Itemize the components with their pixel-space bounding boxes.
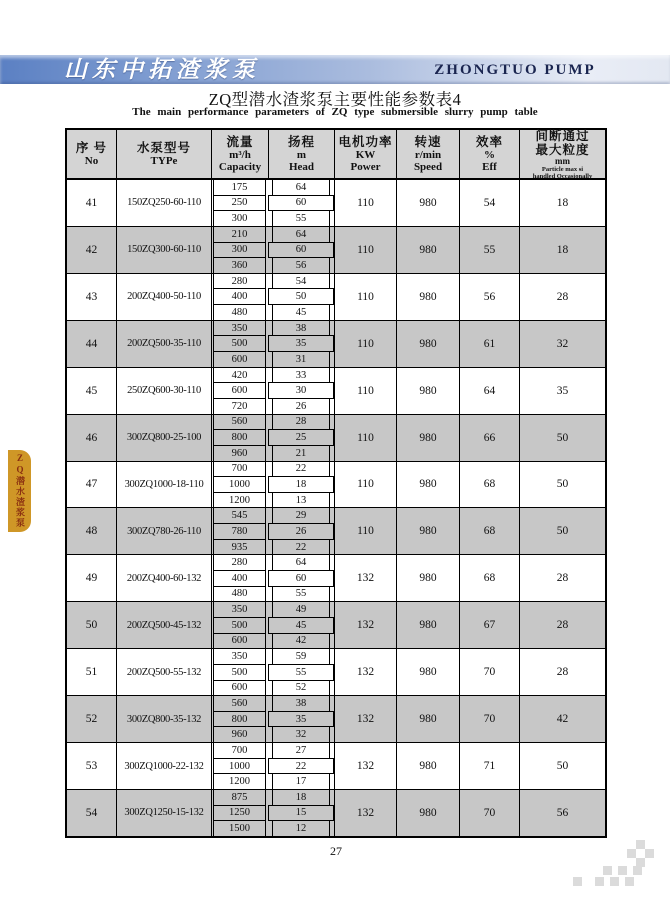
cell-eff: 68 bbox=[460, 462, 520, 508]
head-value: 27 bbox=[272, 742, 330, 759]
header-line: Capacity bbox=[218, 161, 262, 173]
cell-speed: 980 bbox=[397, 508, 460, 554]
cell-speed: 980 bbox=[397, 368, 460, 414]
head-value: 55 bbox=[272, 586, 330, 603]
cell-no: 46 bbox=[67, 415, 117, 461]
capacity-stack bbox=[213, 226, 266, 274]
capacity-value: 420 bbox=[213, 367, 266, 384]
header-line: 间断通过 bbox=[535, 128, 590, 143]
head-stack bbox=[272, 414, 330, 462]
cell-no: 42 bbox=[67, 227, 117, 273]
capacity-value: 720 bbox=[213, 398, 266, 415]
head-stack bbox=[272, 320, 330, 368]
cell-model: 150ZQ300-60-110 bbox=[117, 227, 212, 273]
cell-power: 132 bbox=[335, 649, 397, 695]
cell-model: 200ZQ400-50-110 bbox=[117, 274, 212, 320]
head-stack bbox=[272, 742, 330, 790]
header-line: TYPe bbox=[150, 154, 178, 167]
capacity-stack bbox=[213, 742, 266, 790]
table-body bbox=[67, 180, 605, 836]
capacity-stack bbox=[213, 179, 266, 227]
cell-speed: 980 bbox=[397, 743, 460, 789]
cell-power: 110 bbox=[335, 462, 397, 508]
header-line: % bbox=[484, 148, 495, 161]
cell-power: 132 bbox=[335, 602, 397, 648]
capacity-value: 280 bbox=[213, 273, 266, 290]
cell-no: 54 bbox=[67, 790, 117, 836]
cell-power: 110 bbox=[335, 415, 397, 461]
capacity-stack bbox=[213, 554, 266, 602]
capacity-value: 960 bbox=[213, 726, 266, 743]
head-value: 21 bbox=[272, 445, 330, 462]
table-header-row bbox=[67, 130, 605, 180]
capacity-value: 560 bbox=[213, 695, 266, 712]
cell-model: 300ZQ1250-15-132 bbox=[117, 790, 212, 836]
mosaic-square bbox=[633, 866, 642, 875]
cell-power: 110 bbox=[335, 180, 397, 226]
cell-model: 300ZQ780-26-110 bbox=[117, 508, 212, 554]
cell-no: 53 bbox=[67, 743, 117, 789]
capacity-value: 210 bbox=[213, 226, 266, 243]
header-line: KW bbox=[355, 148, 376, 161]
head-stack bbox=[272, 507, 330, 555]
head-value: 33 bbox=[272, 367, 330, 384]
capacity-stack bbox=[213, 367, 266, 415]
cell-model: 300ZQ1000-22-132 bbox=[117, 743, 212, 789]
table-row bbox=[67, 648, 605, 695]
table-row bbox=[67, 742, 605, 789]
cell-speed: 980 bbox=[397, 415, 460, 461]
capacity-value: 350 bbox=[213, 320, 266, 337]
cell-particle: 50 bbox=[556, 525, 569, 538]
mosaic-square bbox=[645, 849, 654, 858]
cell-model: 300ZQ1000-18-110 bbox=[117, 462, 212, 508]
head-value: 22 bbox=[272, 461, 330, 478]
column-header-no bbox=[67, 130, 117, 178]
head-stack bbox=[272, 179, 330, 227]
capacity-stack bbox=[213, 648, 266, 696]
capacity-value: 780 bbox=[213, 523, 266, 540]
column-header-power bbox=[335, 130, 397, 178]
cell-power: 110 bbox=[335, 321, 397, 367]
table-row bbox=[67, 320, 605, 367]
capacity-value: 800 bbox=[213, 429, 266, 446]
header-line: Speed bbox=[413, 161, 443, 173]
header-line: 效率 bbox=[475, 134, 503, 149]
mosaic-square bbox=[627, 849, 636, 858]
head-value: 13 bbox=[272, 492, 330, 509]
capacity-value: 400 bbox=[213, 288, 266, 305]
capacity-value: 280 bbox=[213, 554, 266, 571]
cell-speed: 980 bbox=[397, 696, 460, 742]
cell-model: 200ZQ400-60-132 bbox=[117, 555, 212, 601]
page-subtitle: The main performance parameters of ZQ type submersible slurry pump table bbox=[132, 106, 538, 118]
cell-model: 250ZQ600-30-110 bbox=[117, 368, 212, 414]
capacity-value: 1250 bbox=[213, 805, 266, 822]
capacity-value: 1000 bbox=[213, 758, 266, 775]
header-line: 流量 bbox=[226, 134, 254, 149]
head-value: 59 bbox=[272, 648, 330, 665]
capacity-value: 545 bbox=[213, 507, 266, 524]
capacity-value: 350 bbox=[213, 648, 266, 665]
head-value: 60 bbox=[268, 195, 334, 212]
head-value: 12 bbox=[272, 820, 330, 837]
head-value: 26 bbox=[268, 523, 334, 540]
cell-speed: 980 bbox=[397, 555, 460, 601]
cell-eff: 70 bbox=[460, 790, 520, 836]
cell-speed: 980 bbox=[397, 180, 460, 226]
capacity-value: 560 bbox=[213, 414, 266, 431]
head-value: 64 bbox=[272, 554, 330, 571]
head-value: 52 bbox=[272, 680, 330, 697]
cell-eff: 67 bbox=[460, 602, 520, 648]
mosaic-square bbox=[610, 877, 619, 886]
head-value: 50 bbox=[268, 288, 334, 305]
cell-speed: 980 bbox=[397, 602, 460, 648]
head-value: 32 bbox=[272, 726, 330, 743]
cell-eff: 68 bbox=[460, 555, 520, 601]
header-line: No bbox=[84, 154, 99, 167]
cell-power: 110 bbox=[335, 227, 397, 273]
cell-capacity-head bbox=[212, 227, 335, 273]
cell-capacity-head bbox=[212, 555, 335, 601]
head-value: 45 bbox=[268, 617, 334, 634]
header-line: Head bbox=[288, 161, 315, 173]
capacity-stack bbox=[213, 601, 266, 649]
head-value: 15 bbox=[268, 805, 334, 822]
cell-no: 49 bbox=[67, 555, 117, 601]
column-header-model bbox=[117, 130, 212, 178]
mosaic-square bbox=[595, 877, 604, 886]
cell-no: 51 bbox=[67, 649, 117, 695]
mosaic-square bbox=[603, 866, 612, 875]
brand-logo-cn: 山东中拓渣浆泵 bbox=[64, 57, 260, 82]
cell-particle: 50 bbox=[556, 760, 569, 773]
cell-capacity-head bbox=[212, 180, 335, 226]
head-value: 29 bbox=[272, 507, 330, 524]
header-line: Eff bbox=[482, 161, 497, 173]
head-stack bbox=[272, 648, 330, 696]
head-value: 54 bbox=[272, 273, 330, 290]
header-line: handled Occasionally bbox=[532, 172, 593, 180]
cell-model: 200ZQ500-45-132 bbox=[117, 602, 212, 648]
header-line: 水泵型号 bbox=[136, 140, 191, 155]
table-row bbox=[67, 789, 605, 836]
header-line: 序 号 bbox=[75, 140, 108, 155]
head-stack bbox=[272, 695, 330, 743]
capacity-value: 700 bbox=[213, 461, 266, 478]
capacity-value: 175 bbox=[213, 179, 266, 196]
head-stack bbox=[272, 226, 330, 274]
cell-particle: 18 bbox=[556, 196, 569, 209]
page-number: 27 bbox=[330, 844, 342, 858]
head-value: 64 bbox=[272, 226, 330, 243]
head-value: 55 bbox=[272, 210, 330, 227]
cell-capacity-head bbox=[212, 508, 335, 554]
cell-particle: 42 bbox=[556, 713, 569, 726]
capacity-value: 700 bbox=[213, 742, 266, 759]
cell-eff: 54 bbox=[460, 180, 520, 226]
cell-speed: 980 bbox=[397, 649, 460, 695]
table-row bbox=[67, 601, 605, 648]
head-value: 60 bbox=[268, 570, 334, 587]
capacity-stack bbox=[213, 273, 266, 321]
brand-logo-en: ZHONGTUO PUMP bbox=[434, 62, 596, 78]
head-value: 18 bbox=[272, 789, 330, 806]
side-tab: ZQ潜水渣浆泵 bbox=[8, 450, 31, 532]
cell-eff: 70 bbox=[460, 649, 520, 695]
cell-capacity-head bbox=[212, 602, 335, 648]
column-header-speed bbox=[397, 130, 460, 178]
cell-capacity-head bbox=[212, 368, 335, 414]
cell-no: 45 bbox=[67, 368, 117, 414]
cell-power: 132 bbox=[335, 555, 397, 601]
cell-power: 132 bbox=[335, 790, 397, 836]
head-stack bbox=[272, 273, 330, 321]
cell-capacity-head bbox=[212, 696, 335, 742]
head-value: 45 bbox=[272, 304, 330, 321]
head-value: 42 bbox=[272, 633, 330, 650]
head-value: 31 bbox=[272, 351, 330, 368]
cell-speed: 980 bbox=[397, 321, 460, 367]
head-value: 35 bbox=[268, 335, 334, 352]
capacity-value: 1200 bbox=[213, 492, 266, 509]
table-row bbox=[67, 180, 605, 226]
table-row bbox=[67, 507, 605, 554]
head-value: 60 bbox=[268, 242, 334, 259]
table-row bbox=[67, 695, 605, 742]
cell-capacity-head bbox=[212, 415, 335, 461]
capacity-value: 300 bbox=[213, 210, 266, 227]
header-line: r/min bbox=[414, 148, 442, 161]
capacity-value: 1000 bbox=[213, 476, 266, 493]
cell-capacity-head bbox=[212, 790, 335, 836]
cell-capacity-head bbox=[212, 743, 335, 789]
cell-particle: 50 bbox=[556, 478, 569, 491]
cell-particle: 50 bbox=[556, 431, 569, 444]
table-row bbox=[67, 273, 605, 320]
capacity-stack bbox=[213, 695, 266, 743]
cell-no: 47 bbox=[67, 462, 117, 508]
capacity-value: 480 bbox=[213, 304, 266, 321]
header-line: 电机功率 bbox=[338, 134, 393, 149]
capacity-value: 875 bbox=[213, 789, 266, 806]
cell-no: 41 bbox=[67, 180, 117, 226]
capacity-value: 400 bbox=[213, 570, 266, 587]
mosaic-square bbox=[618, 866, 627, 875]
cell-particle: 35 bbox=[556, 384, 569, 397]
header-line: 扬程 bbox=[287, 134, 315, 149]
capacity-stack bbox=[213, 414, 266, 462]
capacity-value: 600 bbox=[213, 633, 266, 650]
capacity-stack bbox=[213, 320, 266, 368]
capacity-value: 935 bbox=[213, 539, 266, 556]
mosaic-square bbox=[636, 840, 645, 849]
header-line: m bbox=[296, 148, 307, 161]
capacity-value: 1500 bbox=[213, 820, 266, 837]
head-value: 22 bbox=[272, 539, 330, 556]
cell-particle: 56 bbox=[556, 806, 569, 819]
head-value: 55 bbox=[268, 664, 334, 681]
cell-no: 44 bbox=[67, 321, 117, 367]
cell-capacity-head bbox=[212, 649, 335, 695]
capacity-value: 500 bbox=[213, 664, 266, 681]
cell-eff: 64 bbox=[460, 368, 520, 414]
capacity-stack bbox=[213, 461, 266, 509]
capacity-value: 360 bbox=[213, 257, 266, 274]
head-value: 26 bbox=[272, 398, 330, 415]
head-value: 38 bbox=[272, 695, 330, 712]
capacity-value: 600 bbox=[213, 680, 266, 697]
header-line: 最大粒度 bbox=[535, 142, 590, 157]
head-stack bbox=[272, 601, 330, 649]
capacity-value: 350 bbox=[213, 601, 266, 618]
head-stack bbox=[272, 461, 330, 509]
cell-power: 132 bbox=[335, 743, 397, 789]
capacity-value: 600 bbox=[213, 351, 266, 368]
mosaic-square bbox=[625, 877, 634, 886]
cell-capacity-head bbox=[212, 462, 335, 508]
cell-capacity-head bbox=[212, 321, 335, 367]
table-row bbox=[67, 414, 605, 461]
cell-eff: 61 bbox=[460, 321, 520, 367]
capacity-value: 1200 bbox=[213, 773, 266, 790]
cell-particle: 32 bbox=[556, 337, 569, 350]
head-value: 30 bbox=[268, 382, 334, 399]
capacity-value: 480 bbox=[213, 586, 266, 603]
column-header-capacity bbox=[212, 130, 269, 178]
capacity-value: 300 bbox=[213, 242, 266, 259]
cell-speed: 980 bbox=[397, 274, 460, 320]
table-row bbox=[67, 367, 605, 414]
cell-particle: 28 bbox=[556, 619, 569, 632]
cell-power: 110 bbox=[335, 274, 397, 320]
cell-particle: 28 bbox=[556, 290, 569, 303]
head-value: 25 bbox=[268, 429, 334, 446]
column-header-eff bbox=[460, 130, 520, 178]
head-stack bbox=[272, 789, 330, 837]
cell-model: 300ZQ800-35-132 bbox=[117, 696, 212, 742]
cell-speed: 980 bbox=[397, 790, 460, 836]
cell-no: 48 bbox=[67, 508, 117, 554]
head-value: 28 bbox=[272, 414, 330, 431]
cell-eff: 56 bbox=[460, 274, 520, 320]
header-line: Particle max si bbox=[541, 165, 584, 173]
capacity-value: 800 bbox=[213, 711, 266, 728]
mosaic-square bbox=[573, 877, 582, 886]
head-value: 64 bbox=[272, 179, 330, 196]
header-line: mm bbox=[555, 155, 570, 166]
column-header-particle bbox=[520, 130, 605, 178]
capacity-value: 500 bbox=[213, 335, 266, 352]
capacity-stack bbox=[213, 507, 266, 555]
table-row bbox=[67, 226, 605, 273]
cell-power: 110 bbox=[335, 368, 397, 414]
cell-particle: 28 bbox=[556, 572, 569, 585]
capacity-value: 960 bbox=[213, 445, 266, 462]
capacity-value: 600 bbox=[213, 382, 266, 399]
cell-power: 132 bbox=[335, 696, 397, 742]
head-value: 35 bbox=[268, 711, 334, 728]
table-row bbox=[67, 461, 605, 508]
cell-model: 200ZQ500-35-110 bbox=[117, 321, 212, 367]
cell-particle: 18 bbox=[556, 243, 569, 256]
cell-eff: 71 bbox=[460, 743, 520, 789]
cell-no: 52 bbox=[67, 696, 117, 742]
cell-eff: 70 bbox=[460, 696, 520, 742]
head-stack bbox=[272, 554, 330, 602]
column-header-head bbox=[269, 130, 335, 178]
table-row bbox=[67, 554, 605, 601]
page-title: ZQ型潜水渣浆泵主要性能参数表4 bbox=[208, 90, 462, 109]
cell-eff: 55 bbox=[460, 227, 520, 273]
capacity-value: 250 bbox=[213, 195, 266, 212]
cell-model: 150ZQ250-60-110 bbox=[117, 180, 212, 226]
capacity-value: 500 bbox=[213, 617, 266, 634]
cell-model: 300ZQ800-25-100 bbox=[117, 415, 212, 461]
cell-no: 43 bbox=[67, 274, 117, 320]
cell-speed: 980 bbox=[397, 227, 460, 273]
cell-eff: 66 bbox=[460, 415, 520, 461]
head-value: 17 bbox=[272, 773, 330, 790]
cell-no: 50 bbox=[67, 602, 117, 648]
cell-power: 110 bbox=[335, 508, 397, 554]
head-value: 38 bbox=[272, 320, 330, 337]
cell-eff: 68 bbox=[460, 508, 520, 554]
head-value: 49 bbox=[272, 601, 330, 618]
head-value: 22 bbox=[268, 758, 334, 775]
cell-particle: 28 bbox=[556, 666, 569, 679]
head-value: 18 bbox=[268, 476, 334, 493]
cell-model: 200ZQ500-55-132 bbox=[117, 649, 212, 695]
header-line: 转速 bbox=[414, 134, 442, 149]
capacity-stack bbox=[213, 789, 266, 837]
head-stack bbox=[272, 367, 330, 415]
cell-capacity-head bbox=[212, 274, 335, 320]
head-value: 56 bbox=[272, 257, 330, 274]
performance-table bbox=[65, 128, 607, 838]
cell-speed: 980 bbox=[397, 462, 460, 508]
header-line: Power bbox=[350, 161, 381, 173]
header-line: m³/h bbox=[229, 148, 251, 161]
